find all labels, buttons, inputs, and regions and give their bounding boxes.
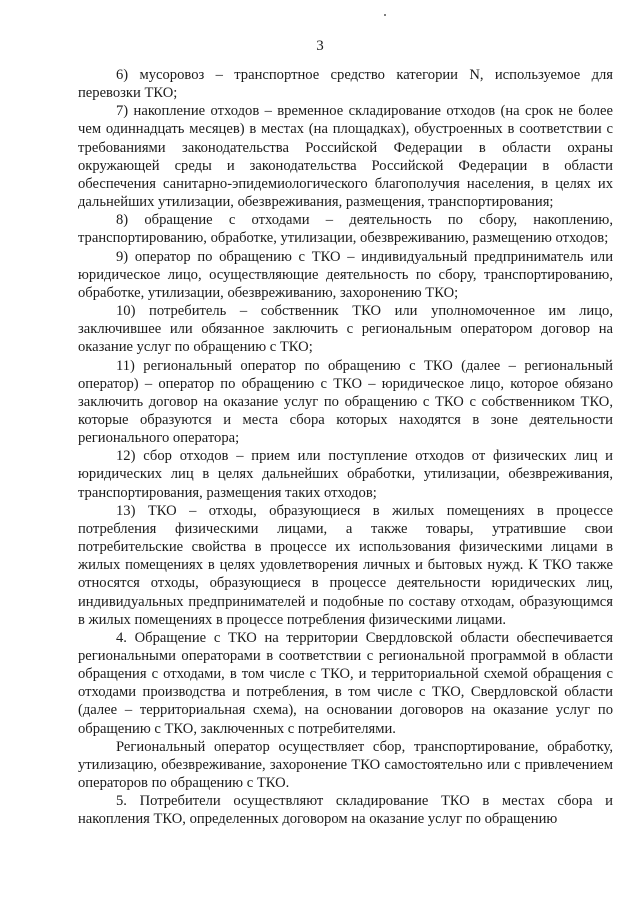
paragraph-regional-operator: Региональный оператор осуществляет сбор, транспортирование, обработку, утилизацию, обезвреживание, захоронение ТКО самостоятельно или с привлечением операторов по обращению с ТКО.	[78, 738, 613, 792]
paragraph-section-5: 5. Потребители осуществляют складирование ТКО в местах сбора и накопления ТКО, определенных договором на оказание услуг по обращению	[78, 793, 613, 828]
paragraph-item-8: 8) обращение с отходами – деятельность по сбору, накоплению, транспортированию, обработке, утилизации, обезвреживанию, размещению отходов;	[78, 212, 613, 247]
paragraph-item-9: 9) оператор по обращению с ТКО – индивидуальный предприниматель или юридическое лицо, осуществляющие деятельность по сбору, транспортированию, обработке, утилизации, обезвреживанию, захоронению ТКО;	[78, 248, 613, 301]
paragraph-section-4: 4. Обращение с ТКО на территории Свердловской области обеспечивается региональными операторами в соответствии с региональной программой в области обращения с отходами, в том числе с ТКО, и территориальной схемой обращения с отходами производства и потребления, в том числе с ТКО, Свердловской области (далее – территориальная схема), на основании договоров на оказание услуг по обращению с ТКО, заключенных с потребителями.	[78, 629, 613, 737]
page-number: 3	[316, 38, 324, 54]
paragraph-item-10: 10) потребитель – собственник ТКО или уполномоченное им лицо, заключившее или обязанное заключить с региональным оператором договор на оказание услуг по обращению с ТКО;	[78, 303, 613, 356]
paragraph-item-6: 6) мусоровоз – транспортное средство категории N, используемое для перевозки ТКО;	[78, 67, 613, 102]
scan-speck	[384, 14, 386, 16]
paragraph-item-12: 12) сбор отходов – прием или поступление отходов от физических лиц и юридических лиц в целях дальнейших обработки, утилизации, обезвреживания, транспортирования, размещения таких отходов;	[78, 448, 613, 501]
paragraph-item-13: 13) ТКО – отходы, образующиеся в жилых помещениях в процессе потребления физическими лицами, а также товары, утратившие свои потребительские свойства в процессе их использования физическими лицами в жилых помещениях в целях удовлетворения личных и бытовых нужд. К ТКО также относятся отходы, образующиеся в процессе деятельности юридических лиц, индивидуальных предпринимателей и подобные по составу отходам, образующимся в жилых помещениях в процессе потребления физическими лицами.	[78, 502, 613, 628]
document-body	[78, 66, 613, 829]
paragraph-item-11: 11) региональный оператор по обращению с ТКО (далее – региональный оператор) – оператор по обращению с ТКО – юридическое лицо, которое обязано заключить договор на оказание услуг по обращению с ТКО с собственником ТКО, которые образуются и места сбора которых находятся в зоне деятельности регионального оператора;	[78, 357, 613, 447]
paragraph-item-7: 7) накопление отходов – временное складирование отходов (на срок не более чем одиннадцать месяцев) в местах (на площадках), обустроенных в соответствии с требованиями законодательства Российской Федерации в области охраны окружающей среды и законодательства Российской Федерации в области обеспечения санитарно-эпидемиологического благополучия населения, в целях их дальнейших утилизации, обезвреживания, размещения, транспортирования;	[78, 103, 613, 211]
